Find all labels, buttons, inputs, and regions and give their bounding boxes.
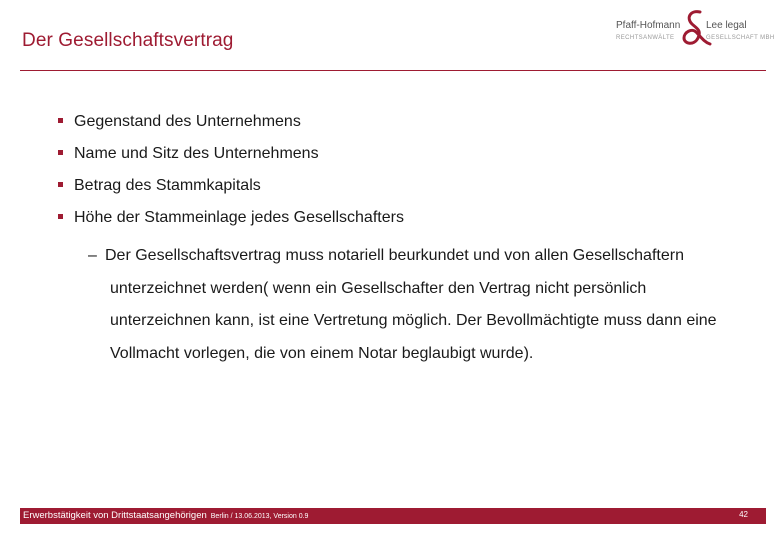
bullet-square-icon (58, 150, 63, 155)
footer-meta: Berlin / 13.06.2013, Version 0.9 (210, 513, 309, 520)
logo-name-left: Pfaff-Hofmann (616, 20, 681, 31)
bullet-text: Betrag des Stammkapitals (74, 177, 261, 194)
list-item (58, 112, 718, 144)
footer-info (23, 510, 308, 521)
sub-dash: – (88, 247, 97, 264)
page-number: 42 (739, 510, 748, 519)
sub-item (88, 240, 718, 370)
logo-sub-left: RECHTSANWÄLTE (616, 35, 675, 41)
bullet-list (58, 112, 718, 370)
list-item (58, 176, 718, 208)
list-item (58, 208, 718, 240)
logo-sub-right: GESELLSCHAFT MBH (706, 35, 775, 41)
bullet-square-icon (58, 182, 63, 187)
bullet-text: Gegenstand des Unternehmens (74, 113, 301, 130)
footer-bar (20, 508, 766, 524)
footer-topic: Erwerbstätigkeit von Drittstaatsangehörigen (23, 510, 207, 521)
logo-name-right: Lee legal (706, 20, 747, 31)
sub-item-text: Der Gesellschaftsvertrag muss notariell beurkundet und von allen Gesellschaftern unterzeichnet werden( wenn ein Gesellschafter den Vertrag nicht persönlich unterzeichnen kann, ist eine Vertretung möglich. Der Bevollmächtigte muss dann eine Vollmacht vorlegen, die von einem Notar beglaubigt wurde). (105, 247, 717, 362)
bullet-square-icon (58, 118, 63, 123)
bullet-text: Höhe der Stammeinlage jedes Gesellschafters (74, 209, 404, 226)
list-item (58, 144, 718, 176)
title-divider (20, 70, 766, 71)
bullet-square-icon (58, 214, 63, 219)
bullet-text: Name und Sitz des Unternehmens (74, 145, 319, 162)
company-logo (614, 8, 774, 50)
slide-title: Der Gesellschaftsvertrag (22, 30, 234, 51)
